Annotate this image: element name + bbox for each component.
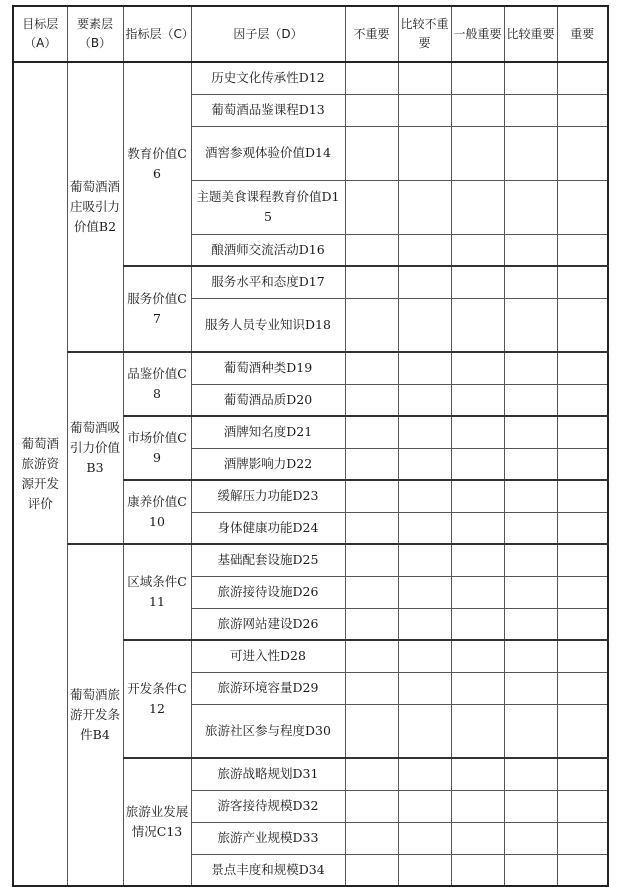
factor-cell: 酒牌影响力D22	[191, 448, 345, 480]
rating-cell[interactable]	[557, 266, 608, 298]
indicator-cell: 开发条件C12	[123, 640, 191, 758]
rating-cell[interactable]	[504, 544, 557, 576]
rating-cell[interactable]	[557, 94, 608, 126]
rating-cell[interactable]	[398, 704, 451, 758]
rating-cell[interactable]	[451, 266, 504, 298]
goal-cell: 葡萄酒旅游资源开发评价	[13, 62, 67, 886]
factor-cell: 葡萄酒种类D19	[191, 352, 345, 384]
header-rating: 不重要	[345, 6, 398, 62]
rating-cell[interactable]	[504, 234, 557, 266]
rating-cell[interactable]	[504, 854, 557, 886]
factor-cell: 旅游战略规划D31	[191, 758, 345, 790]
rating-cell[interactable]	[398, 352, 451, 384]
rating-cell[interactable]	[451, 384, 504, 416]
rating-cell[interactable]	[398, 266, 451, 298]
rating-cell[interactable]	[451, 416, 504, 448]
rating-cell[interactable]	[504, 576, 557, 608]
rating-cell[interactable]	[504, 704, 557, 758]
rating-cell[interactable]	[345, 180, 398, 234]
rating-cell[interactable]	[557, 704, 608, 758]
rating-cell[interactable]	[557, 480, 608, 512]
rating-cell[interactable]	[451, 512, 504, 544]
rating-cell[interactable]	[398, 822, 451, 854]
rating-cell[interactable]	[504, 266, 557, 298]
rating-cell[interactable]	[504, 298, 557, 352]
rating-cell[interactable]	[504, 384, 557, 416]
rating-cell[interactable]	[557, 758, 608, 790]
rating-cell[interactable]	[451, 298, 504, 352]
element-cell: 葡萄酒旅游开发条件B4	[67, 544, 123, 886]
indicator-cell: 品鉴价值C8	[123, 352, 191, 416]
rating-cell[interactable]	[557, 640, 608, 672]
factor-cell: 旅游网站建设D26	[191, 608, 345, 640]
rating-cell[interactable]	[345, 544, 398, 576]
rating-cell[interactable]	[451, 352, 504, 384]
rating-cell[interactable]	[398, 62, 451, 94]
rating-cell[interactable]	[557, 544, 608, 576]
rating-cell[interactable]	[345, 126, 398, 180]
rating-cell[interactable]	[504, 180, 557, 234]
rating-cell[interactable]	[504, 822, 557, 854]
header-factor: 因子层（D）	[191, 6, 345, 62]
rating-cell[interactable]	[504, 608, 557, 640]
rating-cell[interactable]	[504, 512, 557, 544]
rating-cell[interactable]	[345, 704, 398, 758]
rating-cell[interactable]	[557, 384, 608, 416]
rating-cell[interactable]	[345, 608, 398, 640]
rating-cell[interactable]	[504, 94, 557, 126]
rating-cell[interactable]	[345, 62, 398, 94]
rating-cell[interactable]	[504, 758, 557, 790]
rating-cell[interactable]	[345, 266, 398, 298]
rating-cell[interactable]	[345, 640, 398, 672]
rating-cell[interactable]	[557, 180, 608, 234]
rating-cell[interactable]	[451, 94, 504, 126]
header-rating: 比较不重要	[398, 6, 451, 62]
factor-cell: 可进入性D28	[191, 640, 345, 672]
rating-cell[interactable]	[345, 234, 398, 266]
rating-cell[interactable]	[345, 416, 398, 448]
rating-cell[interactable]	[451, 576, 504, 608]
rating-cell[interactable]	[504, 790, 557, 822]
factor-cell: 缓解压力功能D23	[191, 480, 345, 512]
rating-cell[interactable]	[557, 448, 608, 480]
rating-cell[interactable]	[504, 672, 557, 704]
rating-cell[interactable]	[504, 480, 557, 512]
factor-cell: 旅游产业规模D33	[191, 822, 345, 854]
factor-cell: 景点丰度和规模D34	[191, 854, 345, 886]
rating-cell[interactable]	[557, 672, 608, 704]
header-rating: 一般重要	[451, 6, 504, 62]
rating-cell[interactable]	[504, 62, 557, 94]
rating-cell[interactable]	[345, 576, 398, 608]
rating-cell[interactable]	[504, 352, 557, 384]
rating-cell[interactable]	[451, 608, 504, 640]
rating-cell[interactable]	[345, 352, 398, 384]
table-row	[13, 544, 608, 576]
rating-cell[interactable]	[398, 512, 451, 544]
rating-cell[interactable]	[557, 62, 608, 94]
rating-cell[interactable]	[557, 822, 608, 854]
rating-cell[interactable]	[557, 512, 608, 544]
rating-cell[interactable]	[398, 790, 451, 822]
rating-cell[interactable]	[398, 298, 451, 352]
rating-cell[interactable]	[398, 608, 451, 640]
rating-cell[interactable]	[345, 822, 398, 854]
rating-cell[interactable]	[345, 298, 398, 352]
rating-cell[interactable]	[398, 180, 451, 234]
table-row	[13, 62, 608, 94]
element-cell: 葡萄酒吸引力价值B3	[67, 352, 123, 544]
rating-cell[interactable]	[451, 790, 504, 822]
factor-cell: 酒牌知名度D21	[191, 416, 345, 448]
rating-cell[interactable]	[345, 512, 398, 544]
rating-cell[interactable]	[451, 480, 504, 512]
indicator-cell: 康养价值C10	[123, 480, 191, 544]
rating-cell[interactable]	[451, 704, 504, 758]
rating-cell[interactable]	[504, 126, 557, 180]
rating-cell[interactable]	[557, 790, 608, 822]
factor-cell: 服务人员专业知识D18	[191, 298, 345, 352]
rating-cell[interactable]	[557, 298, 608, 352]
rating-cell[interactable]	[398, 480, 451, 512]
rating-cell[interactable]	[398, 384, 451, 416]
factor-cell: 葡萄酒品质D20	[191, 384, 345, 416]
factor-cell: 旅游环境容量D29	[191, 672, 345, 704]
rating-cell[interactable]	[504, 448, 557, 480]
indicator-cell: 教育价值C6	[123, 62, 191, 266]
factor-cell: 身体健康功能D24	[191, 512, 345, 544]
factor-cell: 主题美食课程教育价值D15	[191, 180, 345, 234]
factor-cell: 历史文化传承性D12	[191, 62, 345, 94]
table-row	[13, 352, 608, 384]
rating-cell[interactable]	[345, 384, 398, 416]
rating-cell[interactable]	[345, 758, 398, 790]
rating-cell[interactable]	[345, 448, 398, 480]
rating-cell[interactable]	[398, 640, 451, 672]
rating-cell[interactable]	[345, 790, 398, 822]
rating-cell[interactable]	[398, 544, 451, 576]
rating-cell[interactable]	[451, 62, 504, 94]
rating-cell[interactable]	[557, 352, 608, 384]
rating-cell[interactable]	[398, 672, 451, 704]
rating-cell[interactable]	[504, 640, 557, 672]
factor-cell: 酒窖参观体验价值D14	[191, 126, 345, 180]
rating-cell[interactable]	[557, 126, 608, 180]
rating-cell[interactable]	[557, 416, 608, 448]
rating-cell[interactable]	[398, 416, 451, 448]
element-cell: 葡萄酒酒庄吸引力价值B2	[67, 62, 123, 352]
rating-cell[interactable]	[398, 758, 451, 790]
rating-cell[interactable]	[451, 640, 504, 672]
factor-cell: 葡萄酒品鉴课程D13	[191, 94, 345, 126]
rating-cell[interactable]	[451, 854, 504, 886]
rating-cell[interactable]	[451, 448, 504, 480]
rating-cell[interactable]	[451, 126, 504, 180]
rating-cell[interactable]	[345, 672, 398, 704]
rating-cell[interactable]	[345, 854, 398, 886]
header-element: 要素层（B）	[67, 6, 123, 62]
indicator-cell: 旅游业发展情况C13	[123, 758, 191, 886]
rating-cell[interactable]	[451, 180, 504, 234]
header-row	[13, 6, 608, 62]
factor-cell: 旅游接待设施D26	[191, 576, 345, 608]
rating-cell[interactable]	[398, 854, 451, 886]
indicator-cell: 市场价值C9	[123, 416, 191, 480]
indicator-cell: 服务价值C7	[123, 266, 191, 352]
rating-cell[interactable]	[398, 126, 451, 180]
rating-cell[interactable]	[398, 94, 451, 126]
factor-cell: 游客接待规模D32	[191, 790, 345, 822]
factor-cell: 服务水平和态度D17	[191, 266, 345, 298]
rating-cell[interactable]	[345, 94, 398, 126]
rating-cell[interactable]	[451, 822, 504, 854]
evaluation-table	[12, 5, 609, 887]
rating-cell[interactable]	[504, 416, 557, 448]
rating-cell[interactable]	[345, 480, 398, 512]
rating-cell[interactable]	[557, 608, 608, 640]
rating-cell[interactable]	[557, 576, 608, 608]
rating-cell[interactable]	[398, 234, 451, 266]
factor-cell: 基础配套设施D25	[191, 544, 345, 576]
rating-cell[interactable]	[451, 758, 504, 790]
rating-cell[interactable]	[398, 576, 451, 608]
header-rating: 重要	[557, 6, 608, 62]
rating-cell[interactable]	[451, 544, 504, 576]
header-goal: 目标层（A）	[13, 6, 67, 62]
factor-cell: 旅游社区参与程度D30	[191, 704, 345, 758]
header-rating: 比较重要	[504, 6, 557, 62]
header-indicator: 指标层（C）	[123, 6, 191, 62]
indicator-cell: 区域条件C11	[123, 544, 191, 640]
rating-cell[interactable]	[398, 448, 451, 480]
rating-cell[interactable]	[557, 854, 608, 886]
rating-cell[interactable]	[557, 234, 608, 266]
rating-cell[interactable]	[451, 234, 504, 266]
factor-cell: 酿酒师交流活动D16	[191, 234, 345, 266]
rating-cell[interactable]	[451, 672, 504, 704]
